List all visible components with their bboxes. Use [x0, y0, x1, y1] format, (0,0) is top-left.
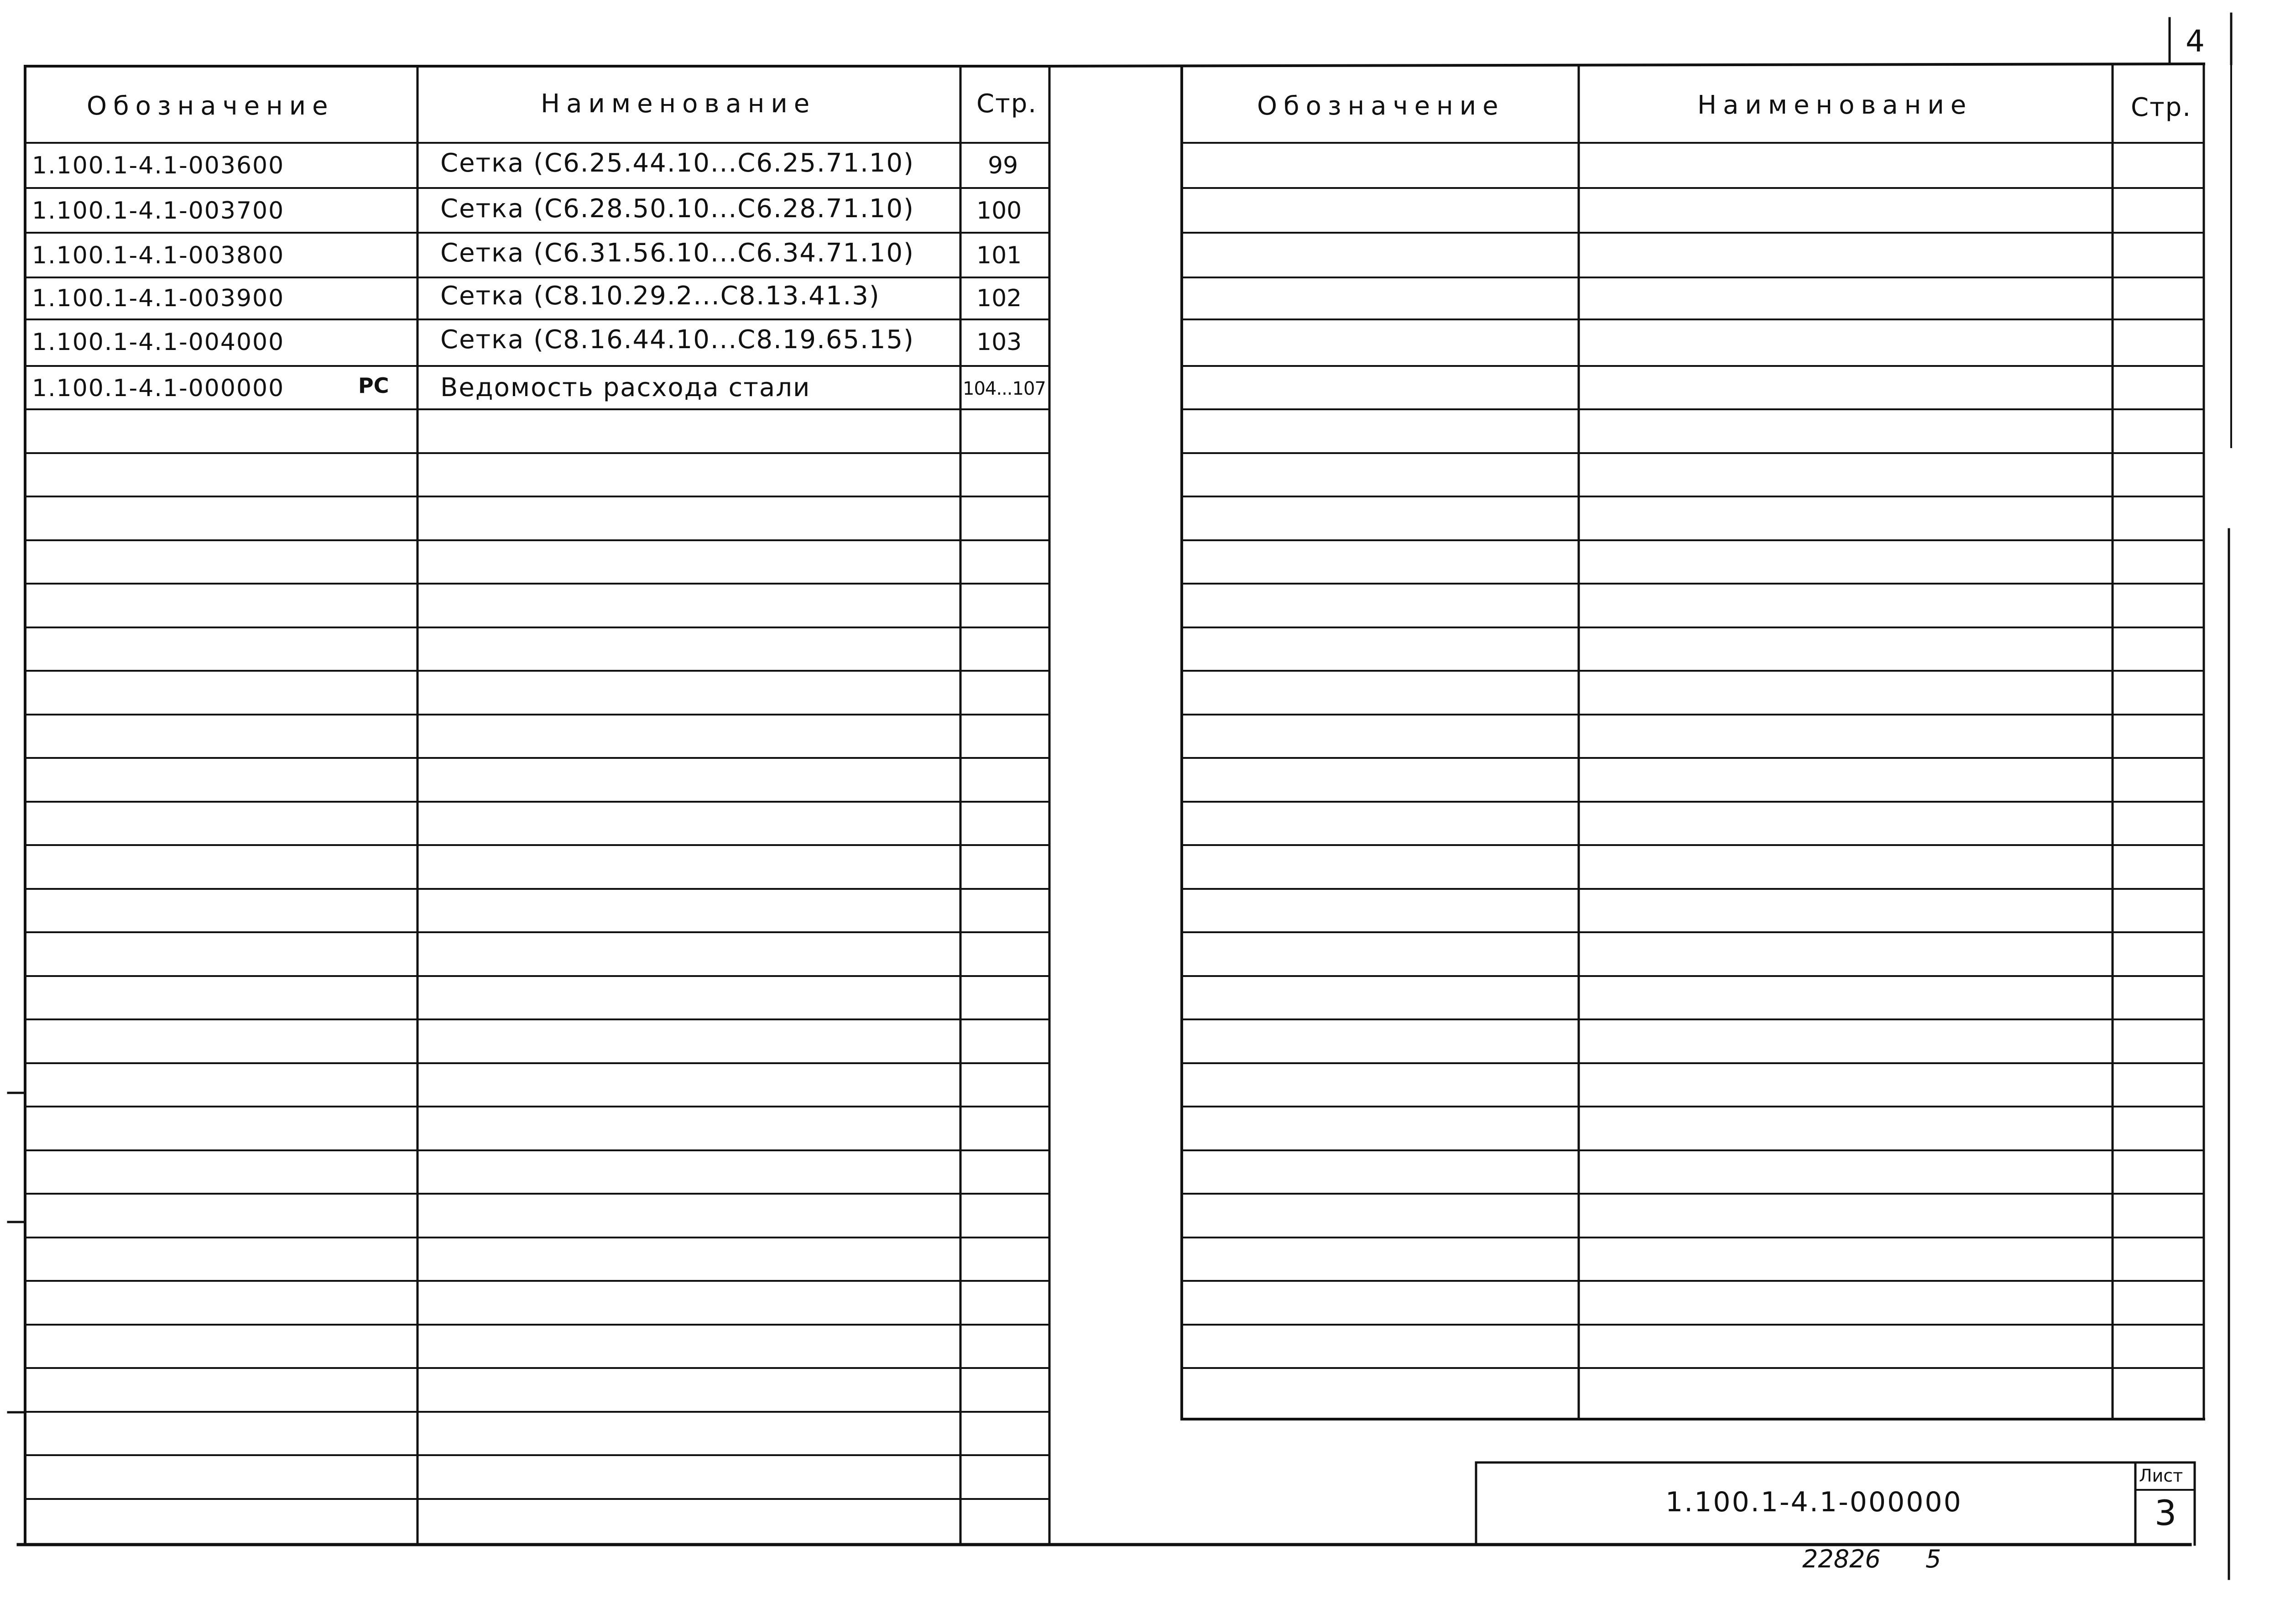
- row-name: Сетка (С8.16.44.10...С8.19.65.15): [440, 325, 915, 355]
- title-block-sheet-label: Лист: [2139, 1466, 2183, 1486]
- row-designation-suffix: РС: [358, 373, 389, 398]
- row-designation: 1.100.1-4.1-003700: [32, 197, 285, 225]
- left-header-page: Стр.: [976, 89, 1038, 119]
- row-name: Ведомость расхода стали: [440, 373, 811, 402]
- row-page: 100: [976, 197, 1022, 225]
- row-page: 101: [976, 242, 1022, 269]
- title-block-document-code: 1.100.1-4.1-000000: [1665, 1486, 1962, 1518]
- row-page: 99: [988, 152, 1018, 179]
- left-header-designation: Обозначение: [87, 91, 334, 121]
- row-page: 102: [976, 285, 1022, 312]
- right-header-page: Стр.: [2131, 93, 2192, 122]
- footer-inventory-number: 22826: [1802, 1545, 1881, 1573]
- row-designation: 1.100.1-4.1-004000: [32, 329, 285, 356]
- row-name: Сетка (С6.25.44.10...С6.25.71.10): [440, 148, 915, 178]
- footer-inventory-suffix: 5: [1925, 1545, 1941, 1573]
- row-name: Сетка (С8.10.29.2...С8.13.41.3): [440, 281, 880, 311]
- row-name: Сетка (С6.28.50.10...С6.28.71.10): [440, 194, 915, 224]
- title-block-sheet-number: 3: [2155, 1493, 2177, 1533]
- row-designation: 1.100.1-4.1-000000: [32, 375, 285, 402]
- row-page: 104...107: [963, 378, 1046, 399]
- row-designation: 1.100.1-4.1-003900: [32, 285, 285, 312]
- row-designation: 1.100.1-4.1-003600: [32, 152, 285, 179]
- right-header-designation: Обозначение: [1257, 91, 1505, 121]
- right-header-name: Наименование: [1697, 90, 1973, 120]
- row-name: Сетка (С6.31.56.10...С6.34.71.10): [440, 238, 915, 268]
- row-designation: 1.100.1-4.1-003800: [32, 242, 285, 269]
- corner-sheet-number: 4: [2186, 24, 2205, 59]
- left-header-name: Наименование: [541, 89, 816, 119]
- row-page: 103: [976, 329, 1022, 356]
